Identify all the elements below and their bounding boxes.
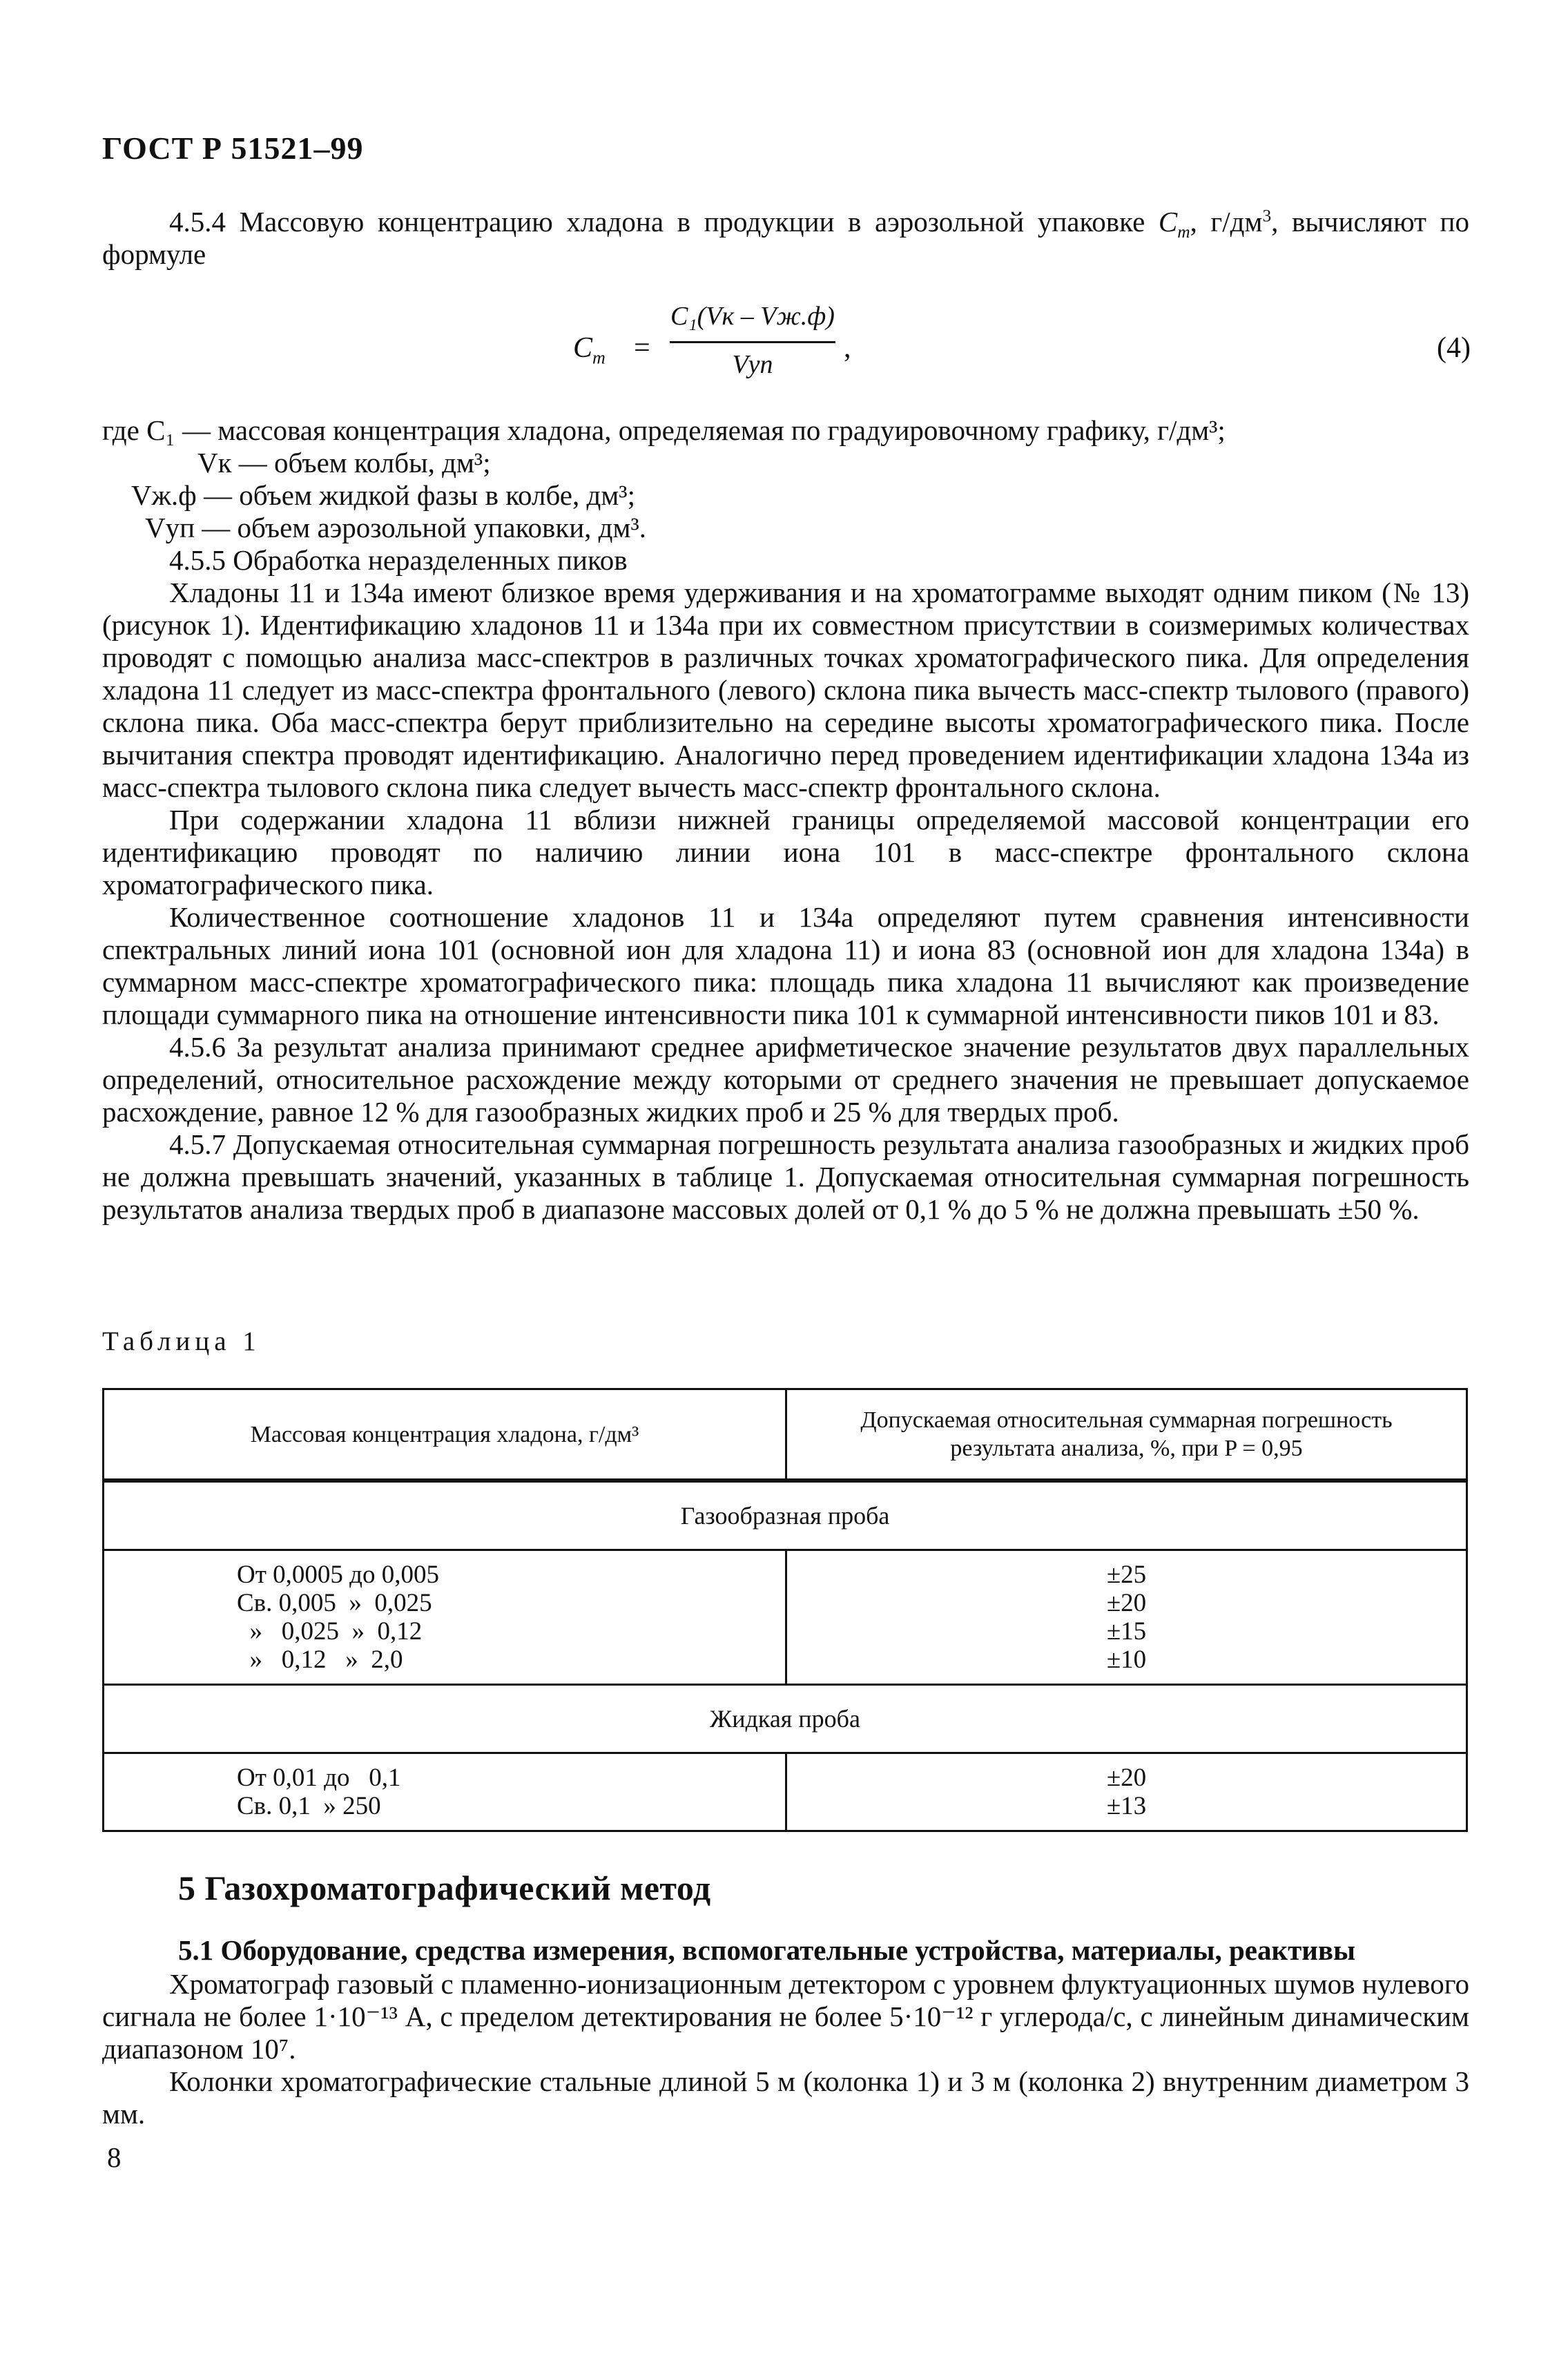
table-section-row: [104, 1481, 1467, 1550]
formula-denominator: Vуп: [732, 350, 773, 379]
text: 4.5.4 Массовую концентрацию хладона в продукции в аэрозольной упаковке: [169, 206, 1159, 238]
table-cell: [786, 1753, 1467, 1831]
table-caption: Таблица 1: [102, 1327, 261, 1356]
table-cell: От 0,01 до 0,1 Св. 0,1 » 250: [104, 1753, 786, 1831]
table-cell: [786, 1550, 1467, 1685]
fraction-bar: [670, 341, 835, 343]
value: ±20: [1106, 1764, 1147, 1792]
paragraph: Хладоны 11 и 134а имеют близкое время удерживания и на хроматограмме выходят одним пиком (№ 13) (рисунок 1). Идентификацию хладонов 11 и 134а при их совместном присутствии в соизмеримых количествах проводят с помощью анализа масс-спектров в различных точках хроматографического пика. Для определения хладона 11 следует из масс-спектра фронтального (левого) склона пика вычесть масс-спектр тылового (правого) склона пика. Оба масс-спектра берут приблизительно на середине высоты хроматографического пика. После вычитания спектра проводят идентификацию. Аналогично перед проведением идентификации хладона 134а из масс-спектра тылового склона пика следует вычесть масс-спектр фронтального склона.: [102, 577, 1469, 803]
paragraph: Количественное соотношение хладонов 11 и 134а определяют путем сравнения интенсивности спектральных линий иона 101 (основной ион для хладона 11) и иона 83 (основной ион для хладона 134а) в суммарном масс-спектре хроматографического пика: площадь пика хладона 11 вычисляют как произведение площади суммарного пика на отношение интенсивности пика 101 к суммарной интенсивности пиков 101 и 83.: [102, 901, 1469, 1030]
formula-number: (4): [1437, 332, 1471, 364]
formula-numerator: C₁(Vк – Vж.ф): [670, 302, 835, 331]
value: ±25: [1106, 1561, 1147, 1589]
symbol-sub: m: [1177, 222, 1190, 242]
legend-line: где C₁ — массовая концентрация хладона, определяемая по градуировочному графику, г/дм³;: [102, 414, 1226, 446]
table-cell: От 0,0005 до 0,005 Св. 0,005 » 0,025 » 0,025 » 0,12 » 0,12 » 2,0: [104, 1550, 786, 1685]
legend-line: Vк — объем колбы, дм³;: [197, 447, 491, 479]
document-header: ГОСТ Р 51521–99: [102, 131, 364, 166]
symbol: C: [1158, 206, 1178, 238]
paragraph-4-5-5: [102, 544, 1469, 1226]
value: ±20: [1106, 1589, 1147, 1617]
value: ±13: [1106, 1792, 1147, 1820]
section-5-1-body: [102, 1968, 1469, 2130]
table-row: [104, 1753, 1467, 1831]
paragraph: Хроматограф газовый с пламенно-ионизационным детектором с уровнем флуктуационных шумов нулевого сигнала не более 1·10⁻¹³ А, с пределом детектирования не более 5·10⁻¹² г углерода/с, с линейным динамическим диапазоном 10⁷.: [102, 1968, 1469, 2065]
table-header-cell: Массовая концентрация хладона, г/дм³: [104, 1389, 786, 1481]
section-5-title: 5 Газохроматографический метод: [178, 1869, 711, 1907]
formula-legend: [102, 414, 1226, 544]
paragraph: При содержании хладона 11 вблизи нижней границы определяемой массовой концентрации его идентификацию проводят по наличию линии иона 101 в масс-спектре фронтального склона хроматографического пика.: [102, 804, 1469, 900]
formula-4: [573, 301, 1471, 398]
text: , г/дм: [1190, 206, 1263, 238]
table-header-row: [104, 1389, 1467, 1481]
formula-equals: =: [634, 332, 650, 364]
table-1: [102, 1388, 1468, 1832]
text: , вычисляют по формуле: [102, 206, 1470, 270]
formula-lhs: $C_m$: [573, 332, 606, 368]
paragraph-4-5-6: 4.5.6 За результат анализа принимают среднее арифметическое значение результатов двух параллельных определений, относительное расхождение между которыми от среднего значения не превышает допускаемое расхождение, равное 12 % для газообразных жидких проб и 25 % для твердых проб.: [102, 1031, 1469, 1128]
table-row: [104, 1550, 1467, 1685]
table-header-cell: Допускаемая относительная суммарная погрешность результата анализа, %, при P = 0,95: [786, 1389, 1467, 1481]
subsection-title: 4.5.5 Обработка неразделенных пиков: [169, 544, 628, 576]
paragraph-4-5-7: 4.5.7 Допускаемая относительная суммарная погрешность результата анализа газообразных и жидких проб не должна превышать значений, указанных в таблице 1. Допускаемая относительная суммарная погрешность результатов анализа твердых проб в диапазоне массовых долей от 0,1 % до 5 % не должна превышать ±50 %.: [102, 1128, 1469, 1225]
table-section-title: Жидкая проба: [104, 1685, 1467, 1753]
formula-comma: ,: [844, 332, 851, 364]
value: ±10: [1106, 1646, 1147, 1674]
section-5-1-title: 5.1 Оборудование, средства измерения, вспомогательные устройства, материалы, реактивы: [178, 1934, 1356, 1966]
table-section-title: Газообразная проба: [104, 1481, 1467, 1550]
superscript: 3: [1262, 206, 1272, 226]
legend-line: Vж.ф — объем жидкой фазы в колбе, дм³;: [131, 479, 635, 511]
paragraph: Колонки хроматографические стальные длиной 5 м (колонка 1) и 3 м (колонка 2) внутренним диаметром 3 мм.: [102, 2065, 1469, 2130]
page-number: 8: [107, 2141, 122, 2173]
table-section-row: [104, 1685, 1467, 1753]
legend-line: Vуп — объем аэрозольной упаковки, дм³.: [145, 512, 647, 543]
paragraph-4-5-4: [102, 206, 1469, 271]
value: ±15: [1106, 1617, 1147, 1646]
